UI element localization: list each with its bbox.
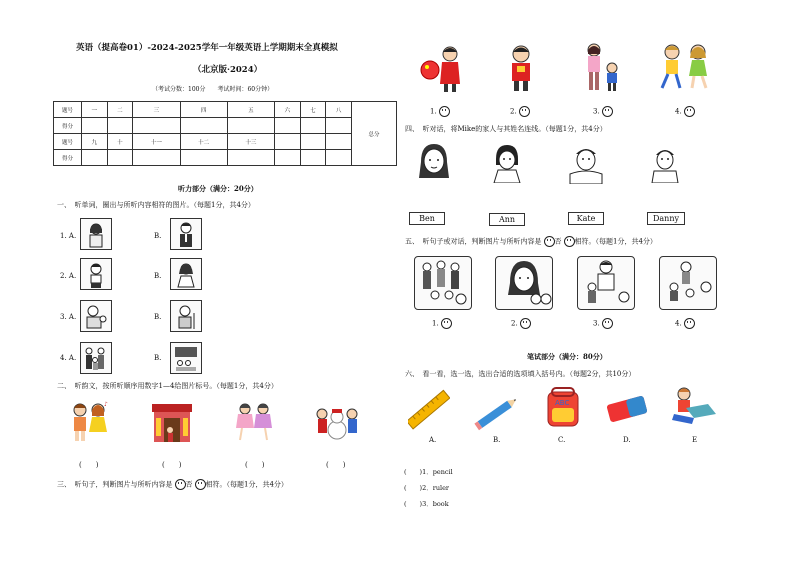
q1-3-b-label: B.	[154, 313, 162, 321]
q6-item-3-blank[interactable]: ( )	[404, 500, 423, 508]
q6-item-1-text: 1．pencil	[422, 468, 453, 476]
score-cell	[326, 150, 352, 166]
svg-text:♪: ♪	[104, 401, 108, 408]
q5-woman-picture	[495, 256, 553, 310]
woman-icon	[81, 219, 111, 249]
q6-item-1-blank[interactable]: ( )	[404, 468, 423, 476]
girl-picture[interactable]	[170, 258, 202, 290]
girl-icon	[171, 259, 201, 289]
score-cell[interactable]	[326, 118, 352, 134]
woman-portrait-icon	[496, 257, 552, 309]
q6-item-2	[404, 485, 449, 493]
name-kate[interactable]: Kate	[568, 212, 604, 225]
running-kids-icon	[656, 42, 716, 94]
q5-text-c: 相符。（每题1分，共4分）	[574, 237, 657, 246]
eraser-picture	[604, 392, 650, 426]
q5-num-3-label: 3.	[593, 319, 600, 328]
boy-picture[interactable]	[80, 258, 112, 290]
q2-blank-1[interactable]: ( )	[79, 461, 99, 469]
q6-item-1	[404, 469, 453, 477]
sad-face-icon	[564, 236, 575, 247]
mother-child-icon	[580, 42, 626, 94]
snowman-icon	[315, 400, 359, 444]
snowman-picture	[315, 400, 359, 444]
score-cell[interactable]	[107, 118, 133, 134]
mother-face-icon	[413, 140, 455, 182]
q5-kids-picture	[659, 256, 717, 310]
score-cell[interactable]	[133, 118, 180, 134]
boy-reading-picture	[668, 384, 720, 428]
q2-blank-2[interactable]: ( )	[162, 461, 182, 469]
score-cell[interactable]	[300, 118, 326, 134]
girl-face-picture	[490, 143, 524, 183]
q5-num-2-label: 2.	[511, 319, 518, 328]
q3-text-b: 否	[185, 480, 193, 489]
q5-num-1	[432, 318, 452, 329]
score-cell[interactable]	[133, 150, 180, 166]
q5-num-1-label: 1.	[432, 319, 439, 328]
singing-kids-picture	[68, 400, 110, 444]
score-cell[interactable]	[227, 150, 274, 166]
score-col: 七	[300, 102, 326, 118]
schoolbag-icon	[542, 384, 584, 430]
pencil-icon	[472, 392, 524, 432]
family-picture[interactable]	[80, 342, 112, 374]
top-num-1	[430, 106, 450, 117]
running-kids-picture	[656, 42, 716, 94]
mother-face-picture	[413, 140, 455, 182]
grandma-icon	[81, 301, 111, 331]
score-col: 十	[107, 134, 133, 150]
boy-red-suit-picture	[503, 42, 539, 94]
grandma-picture[interactable]	[80, 300, 112, 332]
q5-text-b: 否	[554, 237, 562, 246]
man-icon	[171, 219, 201, 249]
q5-num-2	[511, 318, 531, 329]
score-col: 十二	[180, 134, 227, 150]
q1-instruction: 一、 听单词，圈出与所听内容相符的图片。（每题1分，共4分）	[57, 201, 255, 209]
house-icon	[150, 400, 194, 444]
name-ben[interactable]: Ben	[409, 212, 445, 225]
boy-face-picture	[648, 143, 682, 183]
family-group-icon	[415, 257, 471, 309]
dancing-kids-picture	[232, 400, 276, 444]
smiley-icon[interactable]	[602, 318, 613, 329]
q2-instruction: 二、 听韵文，按所听顺序用数字1—4给图片标号。（每题1分，共4分）	[57, 382, 278, 390]
score-row-label: 得分	[54, 150, 82, 166]
eraser-icon	[604, 392, 650, 426]
score-table	[53, 101, 397, 166]
mother-child-picture	[580, 42, 626, 94]
option-c: C.	[558, 436, 566, 444]
score-cell[interactable]	[227, 118, 274, 134]
q2-blank-3[interactable]: ( )	[245, 461, 265, 469]
girl-lion-dance-picture	[420, 42, 466, 94]
score-col: 八	[326, 102, 352, 118]
q5-text-a: 五、 听句子或对话，判断图片与所听内容是	[405, 237, 542, 246]
classroom-icon	[171, 343, 201, 373]
family-icon	[81, 343, 111, 373]
q6-item-2-text: 2．ruler	[422, 484, 450, 492]
kids-icon	[660, 257, 716, 309]
score-cell[interactable]	[82, 118, 108, 134]
q5-father-son-picture	[577, 256, 635, 310]
q1-4-b-label: B.	[154, 354, 162, 362]
score-col: 十一	[133, 134, 180, 150]
q5-num-4-label: 4.	[675, 319, 682, 328]
top-num-2	[510, 106, 530, 117]
top-num-1-label: 1.	[430, 107, 437, 116]
score-cell[interactable]	[180, 118, 227, 134]
father-face-picture	[566, 142, 606, 184]
svg-text:ABC: ABC	[555, 399, 570, 407]
top-num-3-label: 3.	[593, 107, 600, 116]
option-b: B.	[493, 436, 501, 444]
q4-instruction: 四、 听对话，将Mike的家人与其姓名连线。（每题1分，共4分）	[405, 125, 607, 133]
boy-icon	[81, 259, 111, 289]
house-door-picture	[150, 400, 194, 444]
book-reading-icon	[668, 384, 720, 428]
score-cell	[275, 150, 301, 166]
q2-blank-4[interactable]: ( )	[326, 461, 346, 469]
score-col: 四	[180, 102, 227, 118]
score-col: 六	[275, 102, 301, 118]
smiley-icon[interactable]	[684, 318, 695, 329]
lion-dance-icon	[420, 42, 466, 94]
option-d: D.	[623, 436, 631, 444]
dancing-kids-icon	[232, 400, 276, 444]
q1-2-a-label: 2. A.	[60, 272, 77, 280]
name-danny[interactable]: Danny	[647, 212, 685, 225]
score-col: 一	[82, 102, 108, 118]
boy-face-icon	[648, 143, 682, 183]
schoolbag-picture	[542, 384, 584, 430]
listening-heading: 听力部分（满分：20分）	[178, 184, 258, 193]
page-title: 英语（提高卷01）-2024-2025学年一年级英语上学期期末全真模拟	[76, 43, 338, 53]
score-col: 九	[82, 134, 108, 150]
top-num-4	[675, 106, 695, 117]
q1-1-a-label: 1. A.	[60, 232, 77, 240]
q6-instruction: 六、 看一看，选一选，选出合适的选项填入括号内。（每题2分，共10分）	[405, 370, 636, 378]
q3-instruction	[57, 479, 288, 490]
boy-red-suit-icon	[503, 42, 539, 94]
score-col: 二	[107, 102, 133, 118]
pencil-picture	[472, 392, 524, 432]
smile-face-icon	[175, 479, 186, 490]
smiley-icon[interactable]	[439, 106, 450, 117]
father-face-icon	[566, 142, 606, 184]
q6-item-3-text: 3．book	[422, 500, 449, 508]
grandpa-icon	[171, 301, 201, 331]
written-heading: 笔试部分（满分：80分）	[527, 352, 607, 361]
smiley-icon[interactable]	[519, 106, 530, 117]
option-e: E	[692, 436, 698, 444]
sad-face-icon	[195, 479, 206, 490]
q1-4-a-label: 4. A.	[60, 354, 77, 362]
score-row-label: 题号	[54, 134, 82, 150]
score-cell	[275, 134, 301, 150]
score-row-label: 得分	[54, 118, 82, 134]
q1-3-a-label: 3. A.	[60, 313, 77, 321]
smiley-icon[interactable]	[441, 318, 452, 329]
score-row-label: 题号	[54, 102, 82, 118]
q1-1-b-label: B.	[154, 232, 162, 240]
option-a: A.	[429, 436, 437, 444]
q6-item-3	[404, 501, 449, 509]
top-num-4-label: 4.	[675, 107, 682, 116]
top-num-3	[593, 106, 613, 117]
smiley-icon[interactable]	[520, 318, 531, 329]
man-picture[interactable]	[170, 218, 202, 250]
top-num-2-label: 2.	[510, 107, 517, 116]
q1-2-b-label: B.	[154, 272, 162, 280]
q5-num-3	[593, 318, 613, 329]
q3-text-c: 相符。（每题1分，共4分）	[205, 480, 288, 489]
score-cell[interactable]	[82, 150, 108, 166]
score-cell	[326, 134, 352, 150]
score-cell[interactable]	[180, 150, 227, 166]
score-cell[interactable]	[275, 118, 301, 134]
smile-face-icon	[544, 236, 555, 247]
score-cell	[300, 134, 326, 150]
q5-num-4	[675, 318, 695, 329]
ruler-icon	[408, 388, 450, 430]
page-subtitle: （北京版·2024）	[193, 65, 263, 75]
q3-text-a: 三、 听句子，判断图片与所听内容是	[57, 480, 173, 489]
q6-item-2-blank[interactable]: ( )	[404, 484, 423, 492]
q5-family-picture	[414, 256, 472, 310]
grandpa-picture[interactable]	[170, 300, 202, 332]
score-col: 十三	[227, 134, 274, 150]
score-col: 三	[133, 102, 180, 118]
score-cell	[300, 150, 326, 166]
classroom-picture[interactable]	[170, 342, 202, 374]
score-col: 五	[227, 102, 274, 118]
ruler-picture	[408, 388, 450, 430]
father-son-icon	[578, 257, 634, 309]
girl-face-icon	[490, 143, 524, 183]
smiley-icon[interactable]	[684, 106, 695, 117]
exam-info: （考试分数：100分 考试时间：60分钟）	[152, 86, 274, 93]
total-label: 总分	[352, 102, 397, 166]
singing-kids-icon	[68, 400, 110, 444]
smiley-icon[interactable]	[602, 106, 613, 117]
score-cell[interactable]	[107, 150, 133, 166]
q5-instruction	[405, 236, 657, 247]
woman-picture[interactable]	[80, 218, 112, 250]
name-ann[interactable]: Ann	[489, 213, 525, 226]
